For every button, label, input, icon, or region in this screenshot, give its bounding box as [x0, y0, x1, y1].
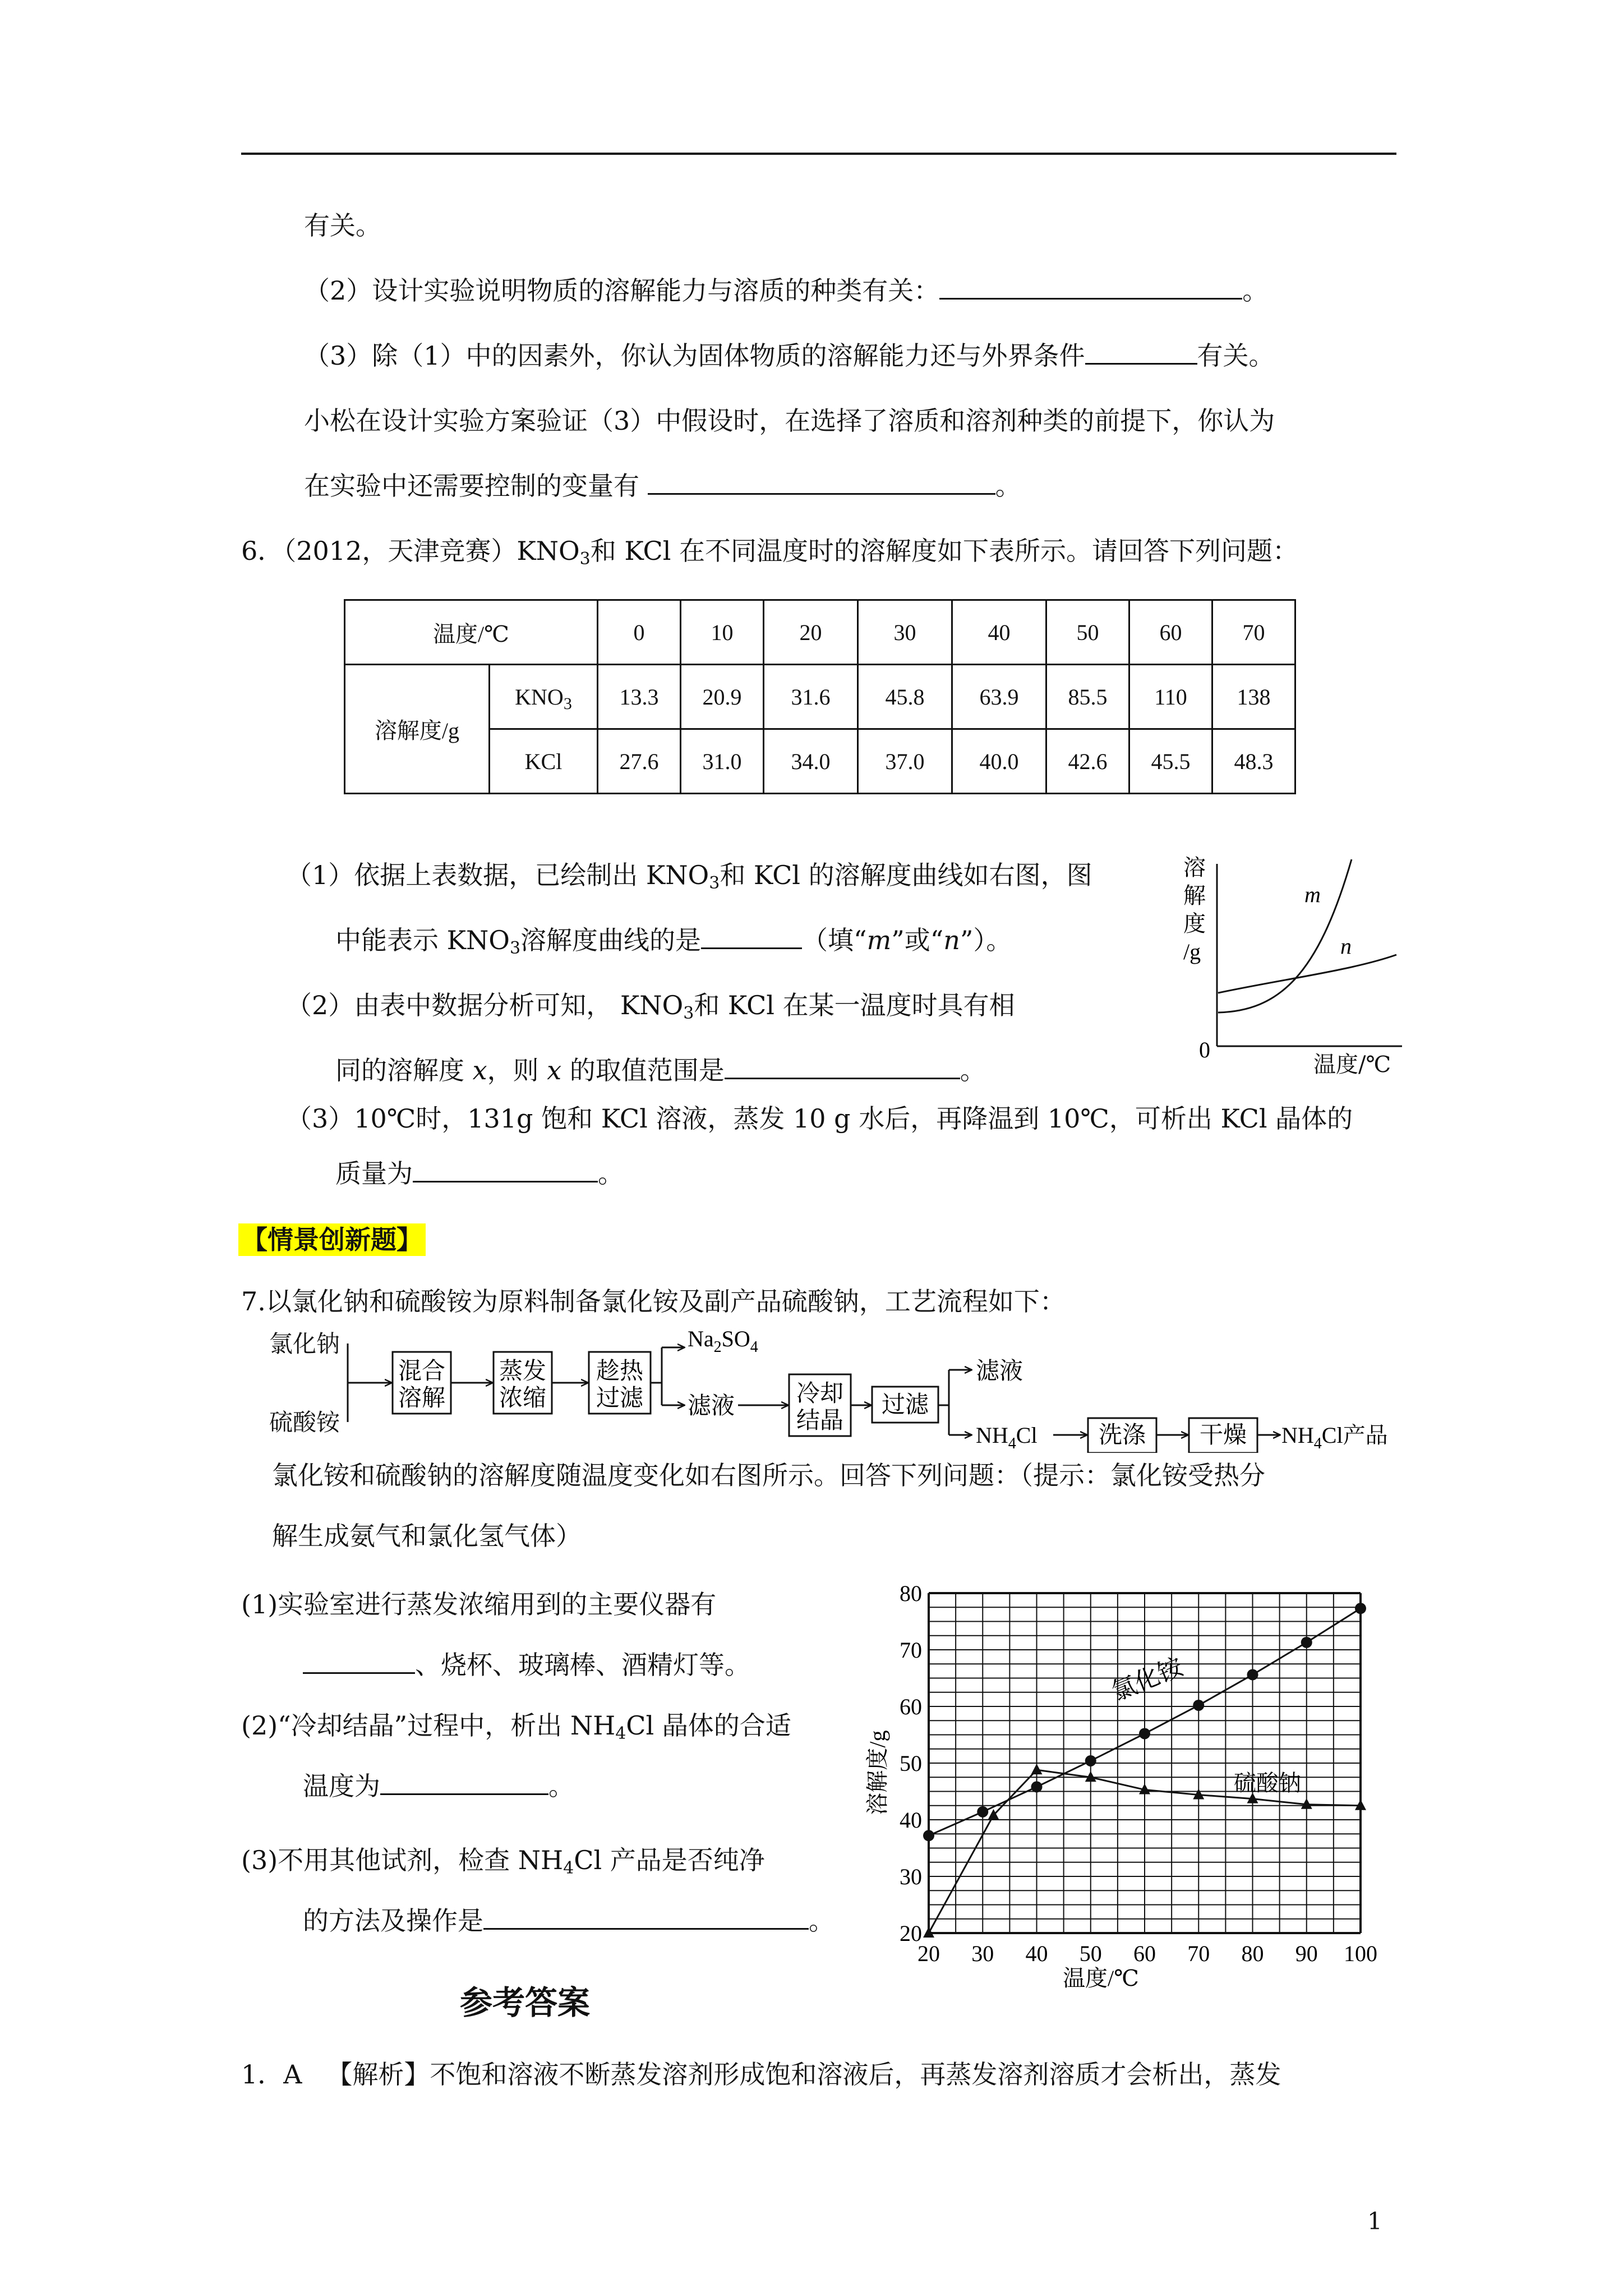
table-cell: 34.0	[764, 729, 858, 794]
q6-stem: 6．（2012，天津竞赛）$KNO_3$和 KCl 在不同温度时的溶解度如下表所示。请回答下列问题：	[241, 536, 1299, 569]
y-tick-label: 20	[900, 1921, 922, 1946]
data-point-nh4cl	[1301, 1637, 1312, 1648]
table-cell: 30	[858, 600, 952, 665]
q6-part2-line2: 同的溶解度 x，则 x 的取值范围是 。	[335, 1055, 986, 1085]
data-point-nh4cl	[1085, 1755, 1096, 1766]
table-cell: 138	[1212, 665, 1295, 729]
answer-blank[interactable]	[648, 471, 995, 495]
curve-n-label: n	[1340, 933, 1352, 959]
table-cell: 20.9	[681, 665, 764, 729]
flow-box-text: 浓缩	[499, 1386, 547, 1411]
q5-line3: 小松在设计实验方案验证（3）中假设时，在选择了溶质和溶剂种类的前提下，你认为	[304, 406, 1275, 436]
q7-part1-line2: 、烧杯、玻璃棒、酒精灯等。	[303, 1648, 750, 1682]
answer-1: 1．A 【解析】不饱和溶液不断蒸发溶剂形成饱和溶液后，再蒸发溶剂溶质才会析出，蒸发	[241, 2059, 1281, 2090]
table-cell: 60	[1129, 600, 1212, 665]
table-cell: 40.0	[952, 729, 1046, 794]
table-cell: 50	[1046, 600, 1129, 665]
x-tick-label: 80	[1241, 1941, 1264, 1966]
table-cell: 48.3	[1212, 729, 1295, 794]
flow-box-text: 干燥	[1199, 1423, 1247, 1448]
mini-y-label-char: 解	[1183, 883, 1206, 908]
x-tick-label: 20	[917, 1941, 940, 1966]
flow-product: $NH_4Cl$产品	[1281, 1423, 1388, 1452]
q7-part2: (2)“冷却结晶”过程中，析出 $NH_4Cl$ 晶体的合适	[241, 1710, 791, 1743]
series-label-na2so4: 硫酸钠	[1234, 1770, 1301, 1796]
q6-part1-line2: 中能表示 $KNO_3$溶解度曲线的是 （填“m”或“n”）。	[335, 925, 1012, 958]
data-point-na2so4	[1031, 1764, 1043, 1774]
data-point-nh4cl	[1193, 1700, 1204, 1711]
q6-part1: （1）依据上表数据，已绘制出 $KNO_3$和 KCl 的溶解度曲线如右图，图	[286, 860, 1092, 893]
q5-part2: （2）设计实验说明物质的溶解能力与溶质的种类有关： 。	[304, 275, 1269, 306]
table-row-label-kno3: $KNO_3$	[490, 665, 598, 729]
q5-continuation: 有关。	[304, 210, 381, 241]
table-cell: 31.6	[764, 665, 858, 729]
chart-x-axis-label: 温度/℃	[1063, 1966, 1139, 1991]
flow-nh4cl: $NH_4Cl$	[976, 1423, 1038, 1452]
q7-part2-line2: 温度为 。	[303, 1771, 574, 1801]
table-cell: 63.9	[952, 665, 1046, 729]
table-cell: 20	[764, 600, 858, 665]
table-row-label-kcl: KCl	[490, 729, 598, 794]
answer-blank[interactable]	[413, 1158, 598, 1182]
x-tick-label: 100	[1344, 1941, 1377, 1966]
series-label-nh4cl: 氯化铵	[1108, 1653, 1187, 1706]
chart-y-axis-label: 溶解度/g	[865, 1730, 890, 1815]
y-tick-label: 30	[900, 1864, 922, 1889]
answer-blank[interactable]	[303, 1650, 415, 1674]
answer-blank[interactable]	[939, 275, 1242, 300]
solubility-chart	[852, 1576, 1402, 1991]
table-cell: 45.8	[858, 665, 952, 729]
table-row-label: 溶解度/g	[345, 665, 490, 794]
table-cell: 40	[952, 600, 1046, 665]
y-tick-label: 70	[900, 1637, 922, 1663]
x-tick-label: 30	[971, 1941, 994, 1966]
flow-box-text: 冷却	[796, 1381, 844, 1407]
chart-grid	[929, 1593, 1361, 1933]
flow-na2so4: $Na_2SO_4$	[688, 1326, 758, 1356]
answer-blank[interactable]	[483, 1906, 809, 1930]
table-cell: 110	[1129, 665, 1212, 729]
data-point-nh4cl	[977, 1806, 988, 1818]
mini-y-label-char: 溶	[1183, 855, 1206, 880]
flow-filtrate-1: 滤液	[688, 1393, 735, 1419]
q7-desc-line2: 解生成氨气和氯化氢气体）	[272, 1521, 582, 1551]
data-point-nh4cl	[1355, 1603, 1366, 1614]
answers-heading: 参考答案	[460, 1984, 591, 2022]
x-tick-label: 60	[1133, 1941, 1156, 1966]
table-cell: 37.0	[858, 729, 952, 794]
q6-part2: （2）由表中数据分析可知， $KNO_3$和 KCl 在某一温度时具有相	[286, 990, 1015, 1023]
table-cell: 70	[1212, 600, 1295, 665]
table-cell: 45.5	[1129, 729, 1212, 794]
answer-blank[interactable]	[701, 925, 802, 949]
y-tick-label: 40	[900, 1807, 922, 1833]
flow-box-text: 过滤	[596, 1386, 644, 1411]
table-cell: 10	[681, 600, 764, 665]
flow-box-text: 洗涤	[1098, 1423, 1146, 1448]
table-header-temp: 温度/℃	[345, 600, 598, 665]
table-cell: 85.5	[1046, 665, 1129, 729]
y-tick-label: 60	[900, 1694, 922, 1719]
data-point-nh4cl	[1031, 1781, 1043, 1792]
flow-filtrate-2: 滤液	[976, 1359, 1023, 1384]
data-point-nh4cl	[923, 1830, 934, 1841]
curve-n	[1218, 955, 1396, 993]
table-cell: 27.6	[598, 729, 681, 794]
mini-origin: 0	[1199, 1037, 1210, 1062]
flow-input-nh4-2so4: 硫酸铵	[269, 1410, 340, 1436]
table-cell: 13.3	[598, 665, 681, 729]
flow-box-text: 趁热	[596, 1359, 644, 1384]
y-tick-label: 50	[900, 1751, 922, 1776]
x-tick-label: 40	[1025, 1941, 1048, 1966]
flow-box-text: 结晶	[796, 1408, 844, 1434]
q5-line4: 在实验中还需要控制的变量有 。	[304, 471, 1021, 501]
header-rule	[241, 153, 1396, 155]
page-number: 1	[1367, 2207, 1382, 2235]
section-tag: 【情景创新题】	[238, 1223, 426, 1257]
flow-box-text: 溶解	[398, 1386, 446, 1411]
q7-part3: (3)不用其他试剂，检查 $NH_4Cl$ 产品是否纯净	[241, 1845, 765, 1878]
q7-part3-line2: 的方法及操作是 。	[303, 1906, 834, 1936]
answer-blank[interactable]	[1085, 341, 1197, 365]
curve-m-label: m	[1304, 882, 1321, 907]
flow-box-text: 过滤	[881, 1392, 929, 1418]
data-point-nh4cl	[1139, 1728, 1150, 1739]
mini-y-label-char: /g	[1183, 939, 1201, 964]
x-tick-label: 90	[1295, 1941, 1318, 1966]
q7-part1: (1)实验室进行蒸发浓缩用到的主要仪器有	[241, 1589, 717, 1619]
x-tick-label: 50	[1079, 1941, 1102, 1966]
q7-stem: 7.以氯化钠和硫酸铵为原料制备氯化铵及副产品硫酸钠，工艺流程如下：	[241, 1286, 1066, 1317]
flow-box-text: 蒸发	[499, 1359, 547, 1384]
x-tick-label: 70	[1187, 1941, 1210, 1966]
flow-input-nacl: 氯化钠	[269, 1332, 340, 1358]
q6-part3-line2: 质量为 。	[335, 1158, 624, 1189]
y-tick-label: 80	[900, 1581, 922, 1606]
data-point-nh4cl	[1247, 1669, 1258, 1680]
answer-blank[interactable]	[725, 1055, 960, 1079]
flow-box-text: 混合	[398, 1359, 446, 1384]
q6-part3: （3）10℃时，131g 饱和 KCl 溶液，蒸发 10 g 水后，再降温到 10℃，可析出 KCl 晶体的	[286, 1103, 1353, 1134]
table-cell: 31.0	[681, 729, 764, 794]
q7-desc-line1: 氯化铵和硫酸钠的溶解度随温度变化如右图所示。回答下列问题：（提示：氯化铵受热分	[272, 1460, 1265, 1490]
q5-part3: （3）除（1）中的因素外，你认为固体物质的溶解能力还与外界条件 有关。	[304, 341, 1275, 371]
mini-y-label-char: 度	[1183, 911, 1206, 936]
answer-blank[interactable]	[380, 1771, 548, 1795]
table-cell: 42.6	[1046, 729, 1129, 794]
process-flowchart	[264, 1324, 1408, 1453]
mini-x-label: 温度/℃	[1313, 1052, 1391, 1078]
solubility-table	[344, 599, 1296, 794]
table-cell: 0	[598, 600, 681, 665]
